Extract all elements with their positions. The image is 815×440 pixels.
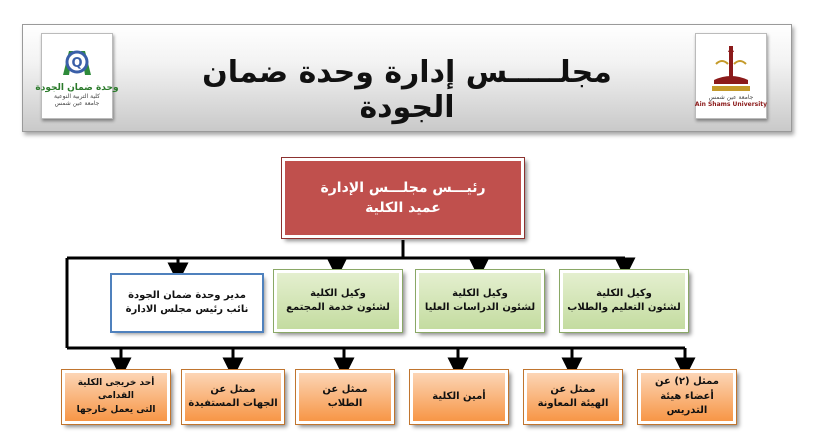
logo-right-line2: Ain Shams University: [694, 101, 768, 108]
quality-unit-director-box: [112, 275, 262, 331]
board-chair-box: [282, 158, 524, 238]
vice-dean-portfolio: لشئون خدمة المجتمع: [286, 302, 390, 313]
member-line1: أحد خريجى الكلية القدامى: [77, 378, 155, 402]
vice-dean-education-box: [560, 270, 688, 332]
logo-right-line1: جامعة عين شمس: [708, 94, 754, 101]
director-role: نائب رئيس مجلس الادارة: [125, 304, 249, 315]
vice-dean-title: وكيل الكلية: [310, 287, 366, 299]
logo-left-line1: وحدة ضمان الجودة: [35, 83, 119, 93]
page-title: مجلـــــس إدارة وحدة ضمان الجودة: [202, 55, 612, 125]
member-line2: الهيئة المعاونة: [537, 398, 609, 409]
member-line1: ممثل عن: [210, 383, 256, 395]
member-line1: ممثل عن: [322, 383, 368, 395]
svg-text:Q: Q: [71, 56, 83, 71]
member-line2: الجهات المستفيدة: [188, 398, 278, 409]
director-title: مدير وحدة ضمان الجودة: [128, 289, 246, 301]
member-line2: الطلاب: [327, 398, 363, 409]
member-students-box: [296, 370, 394, 424]
vice-dean-portfolio: لشئون الدراسات العليا: [424, 302, 536, 313]
member-line1: ممثل عن: [550, 383, 596, 395]
logo-left-line3: جامعة عين شمس: [54, 100, 100, 107]
vice-dean-community-service-box: [274, 270, 402, 332]
vice-dean-title: وكيل الكلية: [452, 287, 508, 299]
member-line2: التى يعمل خارجها: [76, 404, 156, 415]
logo-left-line2: كلية التربية النوعية: [53, 93, 100, 100]
member-line1: أمين الكلية: [432, 390, 486, 402]
member-assistant-staff-box: [524, 370, 622, 424]
board-chair-title: رئيـــس مجلـــس الإدارة: [320, 179, 486, 196]
member-alumni-box: [62, 370, 170, 424]
vice-dean-title: وكيل الكلية: [596, 287, 652, 299]
board-chair-role: عميد الكلية: [365, 200, 441, 216]
member-beneficiaries-box: [182, 370, 284, 424]
vice-dean-portfolio: لشئون التعليم والطلاب: [567, 302, 681, 313]
vice-dean-graduate-studies-box: [416, 270, 544, 332]
member-college-secretary-box: [410, 370, 508, 424]
member-faculty-reps-box: [638, 370, 736, 424]
member-line2: أعضاء هيئة التدريس: [660, 390, 714, 417]
member-line1: ممثل (٢) عن: [655, 376, 719, 388]
